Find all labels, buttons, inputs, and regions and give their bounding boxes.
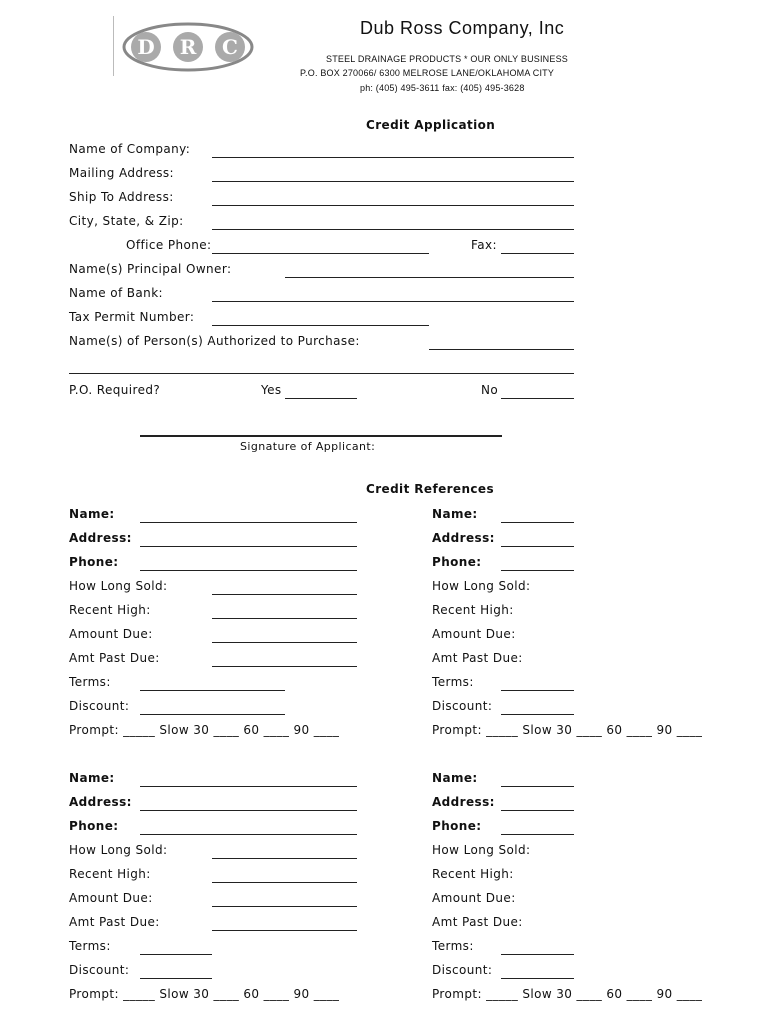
ref1-terms-label: Terms: xyxy=(69,675,111,689)
ref4-phone-label: Phone: xyxy=(432,819,482,833)
authorized-field-2[interactable] xyxy=(69,373,574,374)
ref1-address-label: Address: xyxy=(69,531,132,545)
principal-owner-field[interactable] xyxy=(285,277,574,278)
ref3-name-label: Name: xyxy=(69,771,115,785)
svg-text:C: C xyxy=(222,35,238,59)
ref1-discount-label: Discount: xyxy=(69,699,130,713)
principal-owner-label: Name(s) Principal Owner: xyxy=(69,262,232,276)
po-yes-field[interactable] xyxy=(285,398,357,399)
name-of-company-label: Name of Company: xyxy=(69,142,191,156)
company-phone-fax: ph: (405) 495-3611 fax: (405) 495-3628 xyxy=(360,83,525,93)
ref1-address-field[interactable] xyxy=(140,546,357,547)
ref1-past-due-field[interactable] xyxy=(212,666,357,667)
ref1-discount-field[interactable] xyxy=(140,714,285,715)
ref3-discount-field[interactable] xyxy=(140,978,212,979)
city-state-zip-field[interactable] xyxy=(212,229,574,230)
ref1-name-field[interactable] xyxy=(140,522,357,523)
ref3-phone-field[interactable] xyxy=(140,834,357,835)
ref3-terms-label: Terms: xyxy=(69,939,111,953)
ref4-address-label: Address: xyxy=(432,795,495,809)
ref4-name-field[interactable] xyxy=(501,786,574,787)
ref2-discount-field[interactable] xyxy=(501,714,574,715)
fax-label: Fax: xyxy=(471,238,497,252)
ref2-terms-label: Terms: xyxy=(432,675,474,689)
ref3-amount-due-field[interactable] xyxy=(212,906,357,907)
po-no-label: No xyxy=(481,383,499,397)
mailing-address-field[interactable] xyxy=(212,181,574,182)
ship-to-field[interactable] xyxy=(212,205,574,206)
ref2-address-label: Address: xyxy=(432,531,495,545)
po-yes-label: Yes xyxy=(261,383,282,397)
bank-label: Name of Bank: xyxy=(69,286,163,300)
ref2-terms-field[interactable] xyxy=(501,690,574,691)
ref3-how-long-label: How Long Sold: xyxy=(69,843,168,857)
header-divider xyxy=(113,16,114,76)
ref1-past-due-label: Amt Past Due: xyxy=(69,651,160,665)
company-tagline: STEEL DRAINAGE PRODUCTS * OUR ONLY BUSINESS xyxy=(326,54,568,64)
ref4-address-field[interactable] xyxy=(501,810,574,811)
bank-field[interactable] xyxy=(212,301,574,302)
ref2-phone-field[interactable] xyxy=(501,570,574,571)
ref1-recent-high-field[interactable] xyxy=(212,618,357,619)
po-required-label: P.O. Required? xyxy=(69,383,161,397)
ref2-how-long-label: How Long Sold: xyxy=(432,579,531,593)
ref4-phone-field[interactable] xyxy=(501,834,574,835)
ref3-past-due-field[interactable] xyxy=(212,930,357,931)
company-logo xyxy=(122,22,254,72)
ref4-discount-label: Discount: xyxy=(432,963,493,977)
svg-text:D: D xyxy=(137,35,155,59)
ref1-how-long-field[interactable] xyxy=(212,594,357,595)
ref1-prompt-line[interactable]: Prompt: _____ Slow 30 ____ 60 ____ 90 ____ xyxy=(69,723,340,737)
ref3-discount-label: Discount: xyxy=(69,963,130,977)
ref3-address-label: Address: xyxy=(69,795,132,809)
ref1-amount-due-label: Amount Due: xyxy=(69,627,153,641)
ref4-how-long-label: How Long Sold: xyxy=(432,843,531,857)
ref3-terms-field[interactable] xyxy=(140,954,212,955)
ref4-terms-field[interactable] xyxy=(501,954,574,955)
company-address: P.O. BOX 270066/ 6300 MELROSE LANE/OKLAHOMA CITY xyxy=(300,68,555,78)
ref1-recent-high-label: Recent High: xyxy=(69,603,151,617)
ref1-amount-due-field[interactable] xyxy=(212,642,357,643)
ref3-name-field[interactable] xyxy=(140,786,357,787)
tax-permit-field[interactable] xyxy=(212,325,429,326)
office-phone-field[interactable] xyxy=(212,253,429,254)
company-name: Dub Ross Company, Inc xyxy=(360,18,565,38)
ref2-recent-high-label: Recent High: xyxy=(432,603,514,617)
ref3-phone-label: Phone: xyxy=(69,819,119,833)
ship-to-label: Ship To Address: xyxy=(69,190,174,204)
ref2-discount-label: Discount: xyxy=(432,699,493,713)
ref4-name-label: Name: xyxy=(432,771,478,785)
authorized-field[interactable] xyxy=(429,349,574,350)
svg-text:R: R xyxy=(179,35,197,59)
ref2-name-label: Name: xyxy=(432,507,478,521)
ref4-amount-due-label: Amount Due: xyxy=(432,891,516,905)
references-title: Credit References xyxy=(366,482,495,496)
signature-field[interactable] xyxy=(140,435,502,437)
tax-permit-label: Tax Permit Number: xyxy=(69,310,195,324)
ref2-name-field[interactable] xyxy=(501,522,574,523)
ref1-terms-field[interactable] xyxy=(140,690,285,691)
ref3-recent-high-label: Recent High: xyxy=(69,867,151,881)
ref2-past-due-label: Amt Past Due: xyxy=(432,651,523,665)
ref4-past-due-label: Amt Past Due: xyxy=(432,915,523,929)
name-of-company-field[interactable] xyxy=(212,157,574,158)
ref2-phone-label: Phone: xyxy=(432,555,482,569)
city-state-zip-label: City, State, & Zip: xyxy=(69,214,184,228)
form-title: Credit Application xyxy=(366,118,496,132)
ref4-prompt-line[interactable]: Prompt: _____ Slow 30 ____ 60 ____ 90 ____ xyxy=(432,987,703,1001)
ref1-name-label: Name: xyxy=(69,507,115,521)
ref2-prompt-line[interactable]: Prompt: _____ Slow 30 ____ 60 ____ 90 ____ xyxy=(432,723,703,737)
po-no-field[interactable] xyxy=(501,398,574,399)
ref3-address-field[interactable] xyxy=(140,810,357,811)
ref3-how-long-field[interactable] xyxy=(212,858,357,859)
ref1-phone-field[interactable] xyxy=(140,570,357,571)
mailing-address-label: Mailing Address: xyxy=(69,166,174,180)
ref2-address-field[interactable] xyxy=(501,546,574,547)
ref3-amount-due-label: Amount Due: xyxy=(69,891,153,905)
ref4-recent-high-label: Recent High: xyxy=(432,867,514,881)
ref2-amount-due-label: Amount Due: xyxy=(432,627,516,641)
ref3-recent-high-field[interactable] xyxy=(212,882,357,883)
office-phone-label: Office Phone: xyxy=(126,238,212,252)
signature-label: Signature of Applicant: xyxy=(240,440,376,453)
authorized-label: Name(s) of Person(s) Authorized to Purchase: xyxy=(69,334,360,348)
ref1-phone-label: Phone: xyxy=(69,555,119,569)
fax-field[interactable] xyxy=(501,253,574,254)
ref1-how-long-label: How Long Sold: xyxy=(69,579,168,593)
ref3-past-due-label: Amt Past Due: xyxy=(69,915,160,929)
ref4-discount-field[interactable] xyxy=(501,978,574,979)
ref4-terms-label: Terms: xyxy=(432,939,474,953)
ref3-prompt-line[interactable]: Prompt: _____ Slow 30 ____ 60 ____ 90 ____ xyxy=(69,987,340,1001)
